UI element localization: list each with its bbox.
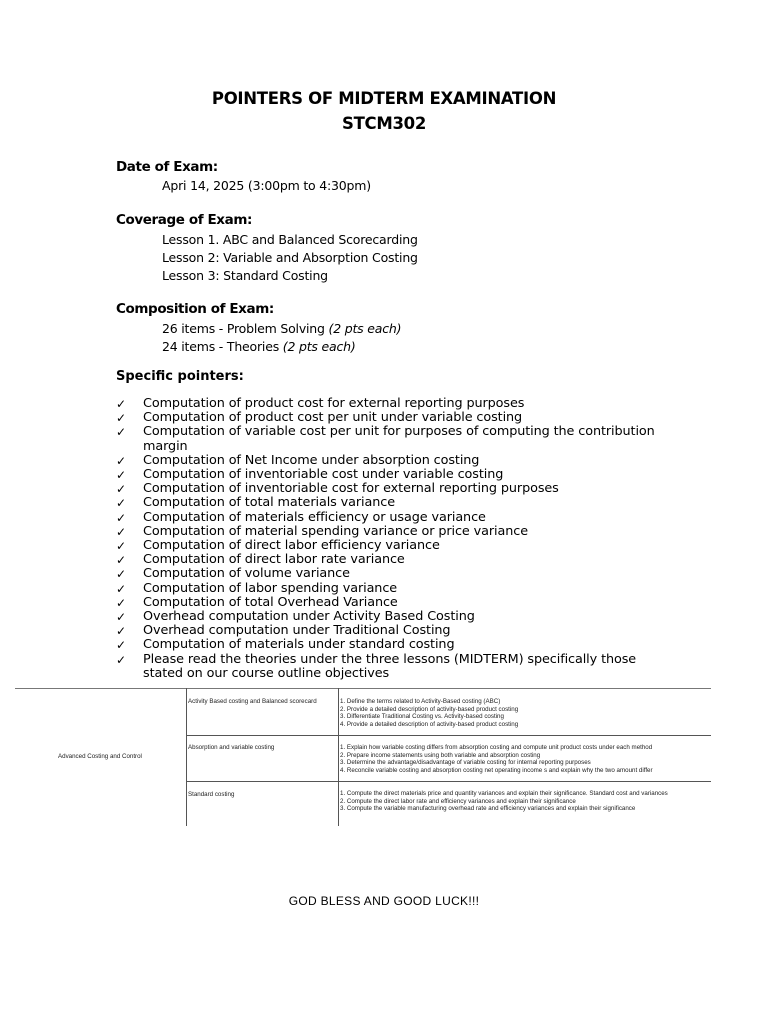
checkmark-icon: ✓	[116, 595, 126, 610]
table-top-border	[15, 688, 711, 689]
pointer-text: Computation of volume variance	[143, 566, 350, 582]
pointer-text: Computation of Net Income under absorption costing	[143, 452, 480, 468]
pointer-item	[116, 397, 676, 411]
pointer-text: Computation of materials efficiency or usage variance	[143, 509, 486, 525]
pointer-item	[116, 653, 676, 681]
checkmark-icon: ✓	[116, 624, 126, 639]
pointer-item	[116, 496, 676, 510]
pointer-item	[116, 553, 676, 567]
pointer-item	[116, 454, 676, 468]
lesson-2: Lesson 2: Variable and Absorption Costing	[162, 250, 418, 265]
coverage-heading: Coverage of Exam:	[116, 212, 252, 228]
objective-line: 3. Compute the variable manufacturing overhead rate and efficiency variances and explain their significance	[340, 805, 636, 813]
pointer-item	[116, 511, 676, 525]
objective-line: 4. Reconcile variable costing and absorption costing net operating income s and explain why the two amount differ	[340, 766, 653, 774]
objective-line: 2. Compute the direct labor rate and efficiency variances and explain their significance	[340, 797, 576, 805]
column-divider	[186, 688, 187, 826]
objective-line: 1. Define the terms related to Activity-Based costing (ABC)	[340, 698, 501, 705]
checkmark-icon: ✓	[116, 453, 126, 468]
lesson-1: Lesson 1. ABC and Balanced Scorecarding	[162, 232, 418, 247]
composition-note: (2 pts each)	[328, 321, 402, 336]
specific-pointers-heading: Specific pointers:	[116, 369, 244, 384]
checkmark-icon: ✓	[116, 397, 126, 411]
pointer-item	[116, 582, 676, 596]
course-outline-table	[15, 688, 711, 826]
topic-cell: Activity Based costing and Balanced scorecard	[188, 698, 317, 705]
lesson-3: Lesson 3: Standard Costing	[162, 268, 328, 283]
objectives-cell	[340, 698, 518, 728]
objective-line: 1. Explain how variable costing differs from absorption costing and compute unit product costs under each method	[340, 744, 653, 751]
course-code: STCM302	[341, 114, 426, 133]
checkmark-icon: ✓	[116, 652, 126, 667]
checkmark-icon: ✓	[116, 411, 126, 426]
checkmark-icon: ✓	[116, 638, 126, 653]
pointer-text: Overhead computation under Activity Based Costing	[143, 609, 475, 625]
pointer-text: Computation of direct labor efficiency variance	[143, 538, 440, 554]
composition-heading: Composition of Exam:	[116, 301, 274, 317]
page-title: POINTERS OF MIDTERM EXAMINATION	[211, 89, 557, 108]
pointer-item	[116, 539, 676, 553]
pointer-item	[116, 468, 676, 482]
row-divider	[186, 735, 711, 736]
checkmark-icon: ✓	[116, 581, 126, 596]
pointer-text: Overhead computation under Traditional Costing	[143, 623, 451, 639]
pointer-item	[116, 411, 676, 425]
date-value: Apri 14, 2025 (3:00pm to 4:30pm)	[162, 178, 371, 193]
pointer-item	[116, 638, 676, 652]
objective-line: 4. Provide a detailed description of activity-based product costing	[340, 720, 519, 728]
checkmark-icon: ✓	[116, 468, 126, 483]
pointer-text: Computation of labor spending variance	[143, 580, 398, 596]
objective-line: 1. Compute the direct materials price and quantity variances and explain their significance. Standard cost and variances	[340, 790, 668, 797]
checkmark-icon: ✓	[116, 524, 126, 539]
pointer-item	[116, 425, 676, 453]
topic-cell: Standard costing	[188, 791, 235, 798]
checkmark-icon: ✓	[116, 567, 126, 582]
pointer-text: Please read the theories under the three lessons (MIDTERM) specifically those stated on our course outline objectives	[143, 651, 637, 681]
checkmark-icon: ✓	[116, 553, 126, 568]
specific-pointers-list	[116, 397, 676, 681]
row-divider	[186, 781, 711, 782]
objective-line: 2. Prepare income statements using both variable and absorption costing	[340, 751, 541, 759]
pointer-item	[116, 624, 676, 638]
checkmark-icon: ✓	[116, 425, 126, 440]
checkmark-icon: ✓	[116, 610, 126, 625]
pointer-text: Computation of direct labor rate variance	[143, 552, 405, 568]
pointer-text: Computation of total materials variance	[143, 495, 395, 511]
topic-cell: Absorption and variable costing	[188, 744, 275, 751]
checkmark-icon: ✓	[116, 496, 126, 511]
composition-item-2	[162, 339, 356, 354]
composition-note: (2 pts each)	[282, 339, 356, 354]
pointer-text: Computation of variable cost per unit for purposes of computing the contribution margin	[143, 424, 655, 454]
objective-line: 2. Provide a detailed description of activity-based product costing	[340, 705, 519, 713]
pointer-item	[116, 610, 676, 624]
objective-line: 3. Determine the advantage/disadvantage of variable costing for internal reporting purposes	[340, 759, 591, 767]
closing-message: GOD BLESS AND GOOD LUCK!!!	[288, 894, 480, 908]
composition-text: 26 items - Problem Solving	[162, 321, 329, 336]
checkmark-icon: ✓	[116, 482, 126, 497]
checkmark-icon: ✓	[116, 510, 126, 525]
objectives-cell	[340, 744, 653, 774]
objectives-cell	[340, 790, 668, 813]
composition-item-1	[162, 321, 401, 336]
column-divider	[338, 688, 339, 826]
pointer-text: Computation of material spending variance or price variance	[143, 523, 528, 539]
pointer-item	[116, 567, 676, 581]
course-label: Advanced Costing and Control	[58, 753, 142, 760]
pointer-text: Computation of inventoriable cost under variable costing	[143, 467, 504, 483]
pointer-text: Computation of total Overhead Variance	[143, 594, 398, 610]
pointer-item	[116, 482, 676, 496]
pointer-text: Computation of inventoriable cost for external reporting purposes	[143, 481, 559, 497]
pointer-item	[116, 525, 676, 539]
pointer-text: Computation of product cost per unit under variable costing	[143, 410, 523, 426]
pointer-text: Computation of materials under standard costing	[143, 637, 455, 653]
pointer-item	[116, 596, 676, 610]
composition-text: 24 items - Theories	[162, 339, 283, 354]
objective-line: 3. Differentiate Traditional Costing vs. Activity-based costing	[340, 713, 504, 721]
checkmark-icon: ✓	[116, 539, 126, 554]
pointer-text: Computation of product cost for external reporting purposes	[143, 396, 525, 411]
date-heading: Date of Exam:	[116, 159, 218, 175]
